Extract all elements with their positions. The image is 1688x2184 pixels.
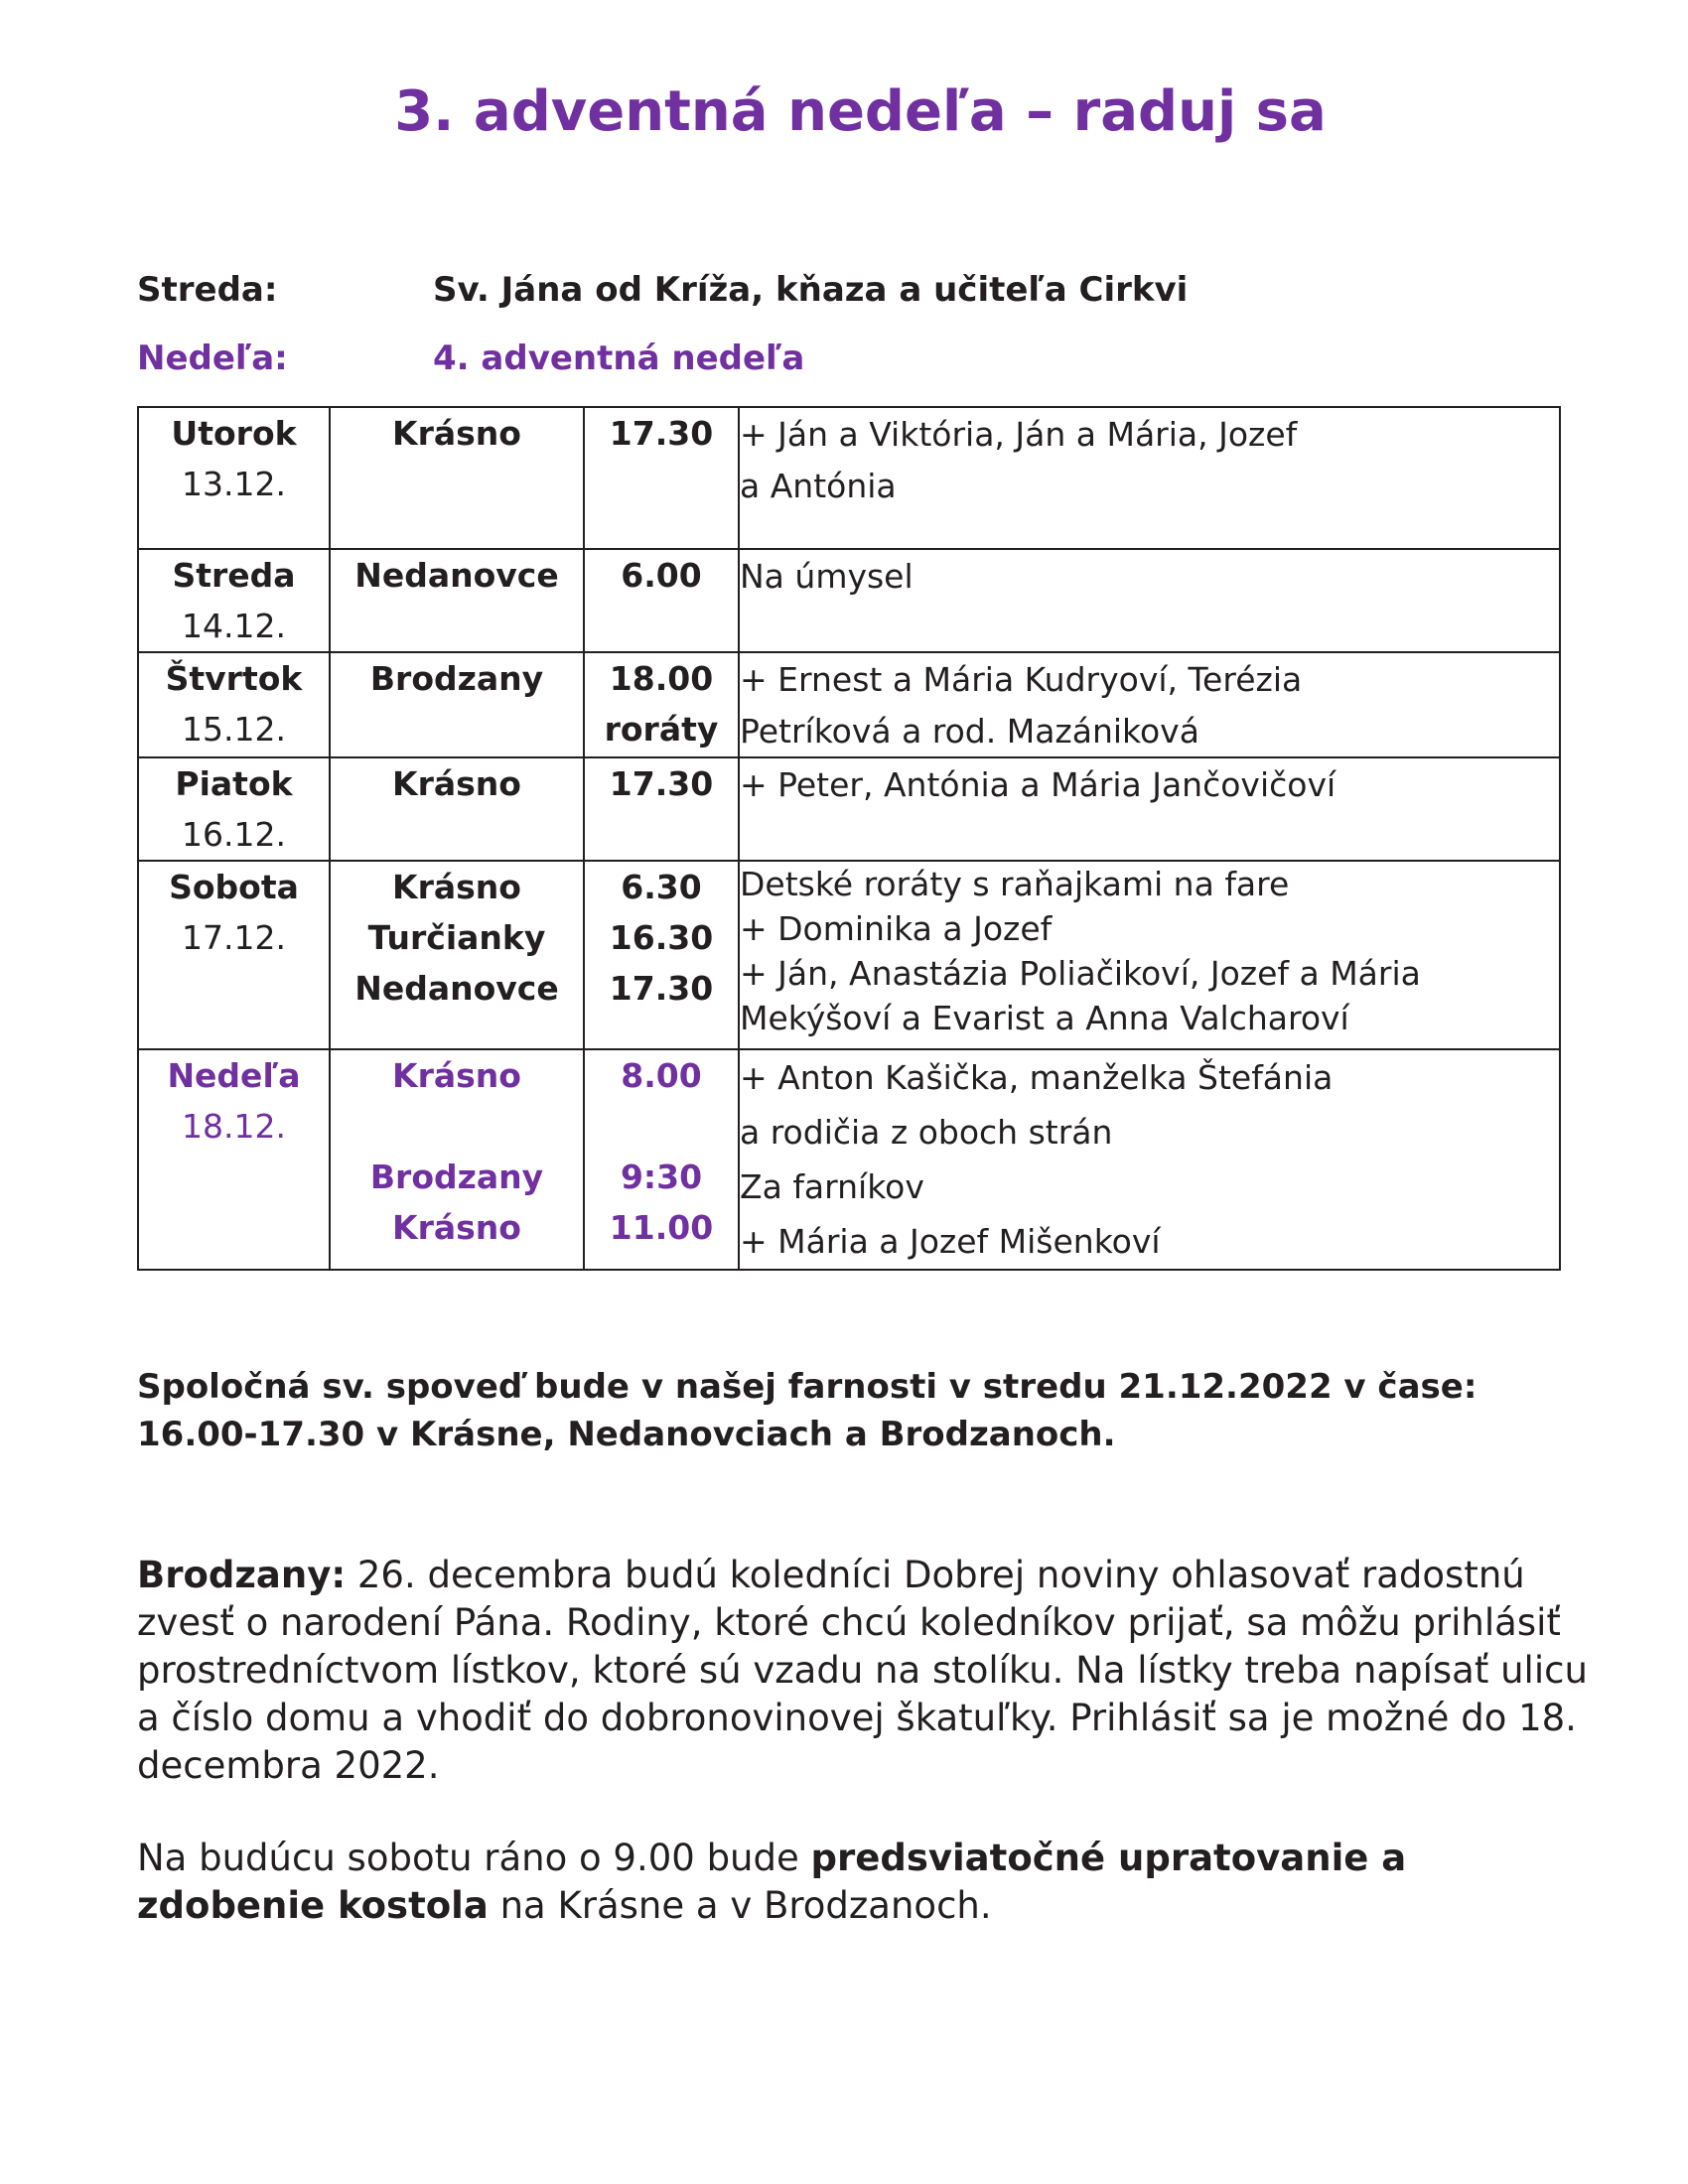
day-cell (138, 757, 330, 861)
day-date: 18.12. (182, 1107, 286, 1146)
intention-line: Detské roráty s raňajkami na fare (740, 865, 1290, 903)
place-name: Krásno (392, 1208, 521, 1247)
place-name: Krásno (392, 764, 521, 803)
intention-line: Mekýšoví a Evarist a Anna Valcharoví (740, 999, 1349, 1037)
confession-line: 16.00-17.30 v Krásne, Nedanovciach a Brodzanoch. (137, 1415, 1116, 1454)
place-name: Nedanovce (354, 969, 559, 1008)
day-cell (138, 861, 330, 1049)
time-cell (584, 407, 739, 549)
intention-line: Petríková a rod. Mazániková (740, 712, 1199, 751)
mass-time: 6.30 (621, 868, 702, 906)
time-cell (584, 652, 739, 757)
time-cell (584, 861, 739, 1049)
confession-announcement (137, 1363, 1587, 1458)
feast-name: 4. adventná nedeľa (433, 339, 805, 378)
time-cell (584, 549, 739, 652)
table-row (138, 861, 1560, 1049)
mass-schedule-table (137, 406, 1561, 1271)
place-cell (330, 407, 584, 549)
intention-cell (739, 861, 1560, 1049)
place-cell (330, 861, 584, 1049)
day-cell (138, 549, 330, 652)
intention-line: + Mária a Jozef Mišenkoví (740, 1222, 1161, 1261)
day-date: 17.12. (182, 918, 286, 957)
place-name: Krásno (392, 414, 521, 453)
day-name: Utorok (171, 414, 297, 453)
day-date: 15.12. (182, 710, 286, 749)
place-name: Nedanovce (354, 556, 559, 595)
spacer (331, 1101, 583, 1152)
place-name: Krásno (392, 1056, 521, 1095)
spacer (585, 1101, 738, 1152)
announcement-text: Na budúcu sobotu ráno o 9.00 bude (137, 1837, 811, 1879)
announcement-text: 26. decembra budú koledníci Dobrej noviny ohlasovať radostnú zvesť o narodení Pána. Rodiny, ktoré chcú koledníkov prijať, sa môžu prihlásiť prostredníctvom lístkov, ktoré sú vzadu na stolíku. Na lístky treba napísať ulicu a číslo domu a vhodiť do dobronovinovej škatuľky. Prihlásiť sa je možné do 18. decembra 2022. (137, 1554, 1588, 1787)
place-name: Turčianky (367, 918, 546, 957)
page-title: 3. adventná nedeľa – raduj sa (394, 79, 1327, 144)
intention-line: + Anton Kašička, manželka Štefánia (740, 1058, 1334, 1097)
table-row (138, 549, 1560, 652)
place-cell (330, 652, 584, 757)
intention-line: + Dominika a Jozef (740, 909, 1053, 948)
time-cell (584, 1049, 739, 1270)
intention-cell (739, 757, 1560, 861)
announcement-emphasis: predsviatočné upratovanie a zdobenie kostola (137, 1837, 1407, 1927)
intention-cell (739, 549, 1560, 652)
feast-day-label: Streda: (137, 270, 278, 310)
brodzany-announcement (137, 1552, 1607, 1790)
day-date: 16.12. (182, 815, 286, 854)
intention-cell (739, 1049, 1560, 1270)
mass-time: 17.30 (609, 764, 714, 803)
mass-type: roráty (604, 710, 719, 749)
place-name: Brodzany (369, 659, 544, 698)
feast-day-label: Nedeľa: (137, 339, 288, 378)
intention-line: + Ján, Anastázia Poliačikoví, Jozef a Mária (740, 954, 1421, 993)
day-date: 13.12. (182, 465, 286, 503)
day-cell (138, 407, 330, 549)
intention-line: + Ernest a Mária Kudryoví, Terézia (740, 660, 1303, 699)
day-cell (138, 1049, 330, 1270)
table-row (138, 652, 1560, 757)
intention-cell (739, 652, 1560, 757)
intention-line: Na úmysel (740, 557, 914, 596)
table-row (138, 1049, 1560, 1270)
intention-cell (739, 407, 1560, 549)
mass-time: 17.30 (609, 969, 714, 1008)
day-name: Streda (172, 556, 296, 595)
day-name: Nedeľa (167, 1056, 301, 1095)
mass-time: 6.00 (621, 556, 702, 595)
intention-line: a Antónia (740, 467, 897, 505)
place-cell (330, 1049, 584, 1270)
day-name: Štvrtok (165, 659, 303, 698)
announcement-label: Brodzany: (137, 1554, 347, 1596)
mass-time: 18.00 (609, 659, 714, 698)
table-row (138, 407, 1560, 549)
mass-time: 16.30 (609, 918, 714, 957)
mass-time: 8.00 (621, 1056, 702, 1095)
mass-time: 17.30 (609, 414, 714, 453)
intention-line: + Peter, Antónia a Mária Jančovičoví (740, 765, 1336, 804)
day-date: 14.12. (182, 607, 286, 645)
place-name: Krásno (392, 868, 521, 906)
day-name: Sobota (169, 868, 299, 906)
day-cell (138, 652, 330, 757)
place-cell (330, 757, 584, 861)
intention-line: + Ján a Viktória, Ján a Mária, Jozef (740, 415, 1298, 454)
intention-line: Za farníkov (740, 1167, 924, 1206)
intention-line: a rodičia z oboch strán (740, 1113, 1113, 1152)
time-cell (584, 757, 739, 861)
cleaning-announcement (137, 1835, 1607, 1930)
feast-name: Sv. Jána od Kríža, kňaza a učiteľa Cirkvi (433, 270, 1189, 310)
confession-line: Spoločná sv. spoveď bude v našej farnosti v stredu 21.12.2022 v čase: (137, 1367, 1477, 1407)
mass-time: 9:30 (620, 1158, 703, 1196)
announcement-text: na Krásne a v Brodzanoch. (488, 1884, 992, 1927)
place-cell (330, 549, 584, 652)
place-name: Brodzany (369, 1158, 544, 1196)
mass-time: 11.00 (609, 1208, 714, 1247)
day-name: Piatok (175, 764, 293, 803)
table-row (138, 757, 1560, 861)
